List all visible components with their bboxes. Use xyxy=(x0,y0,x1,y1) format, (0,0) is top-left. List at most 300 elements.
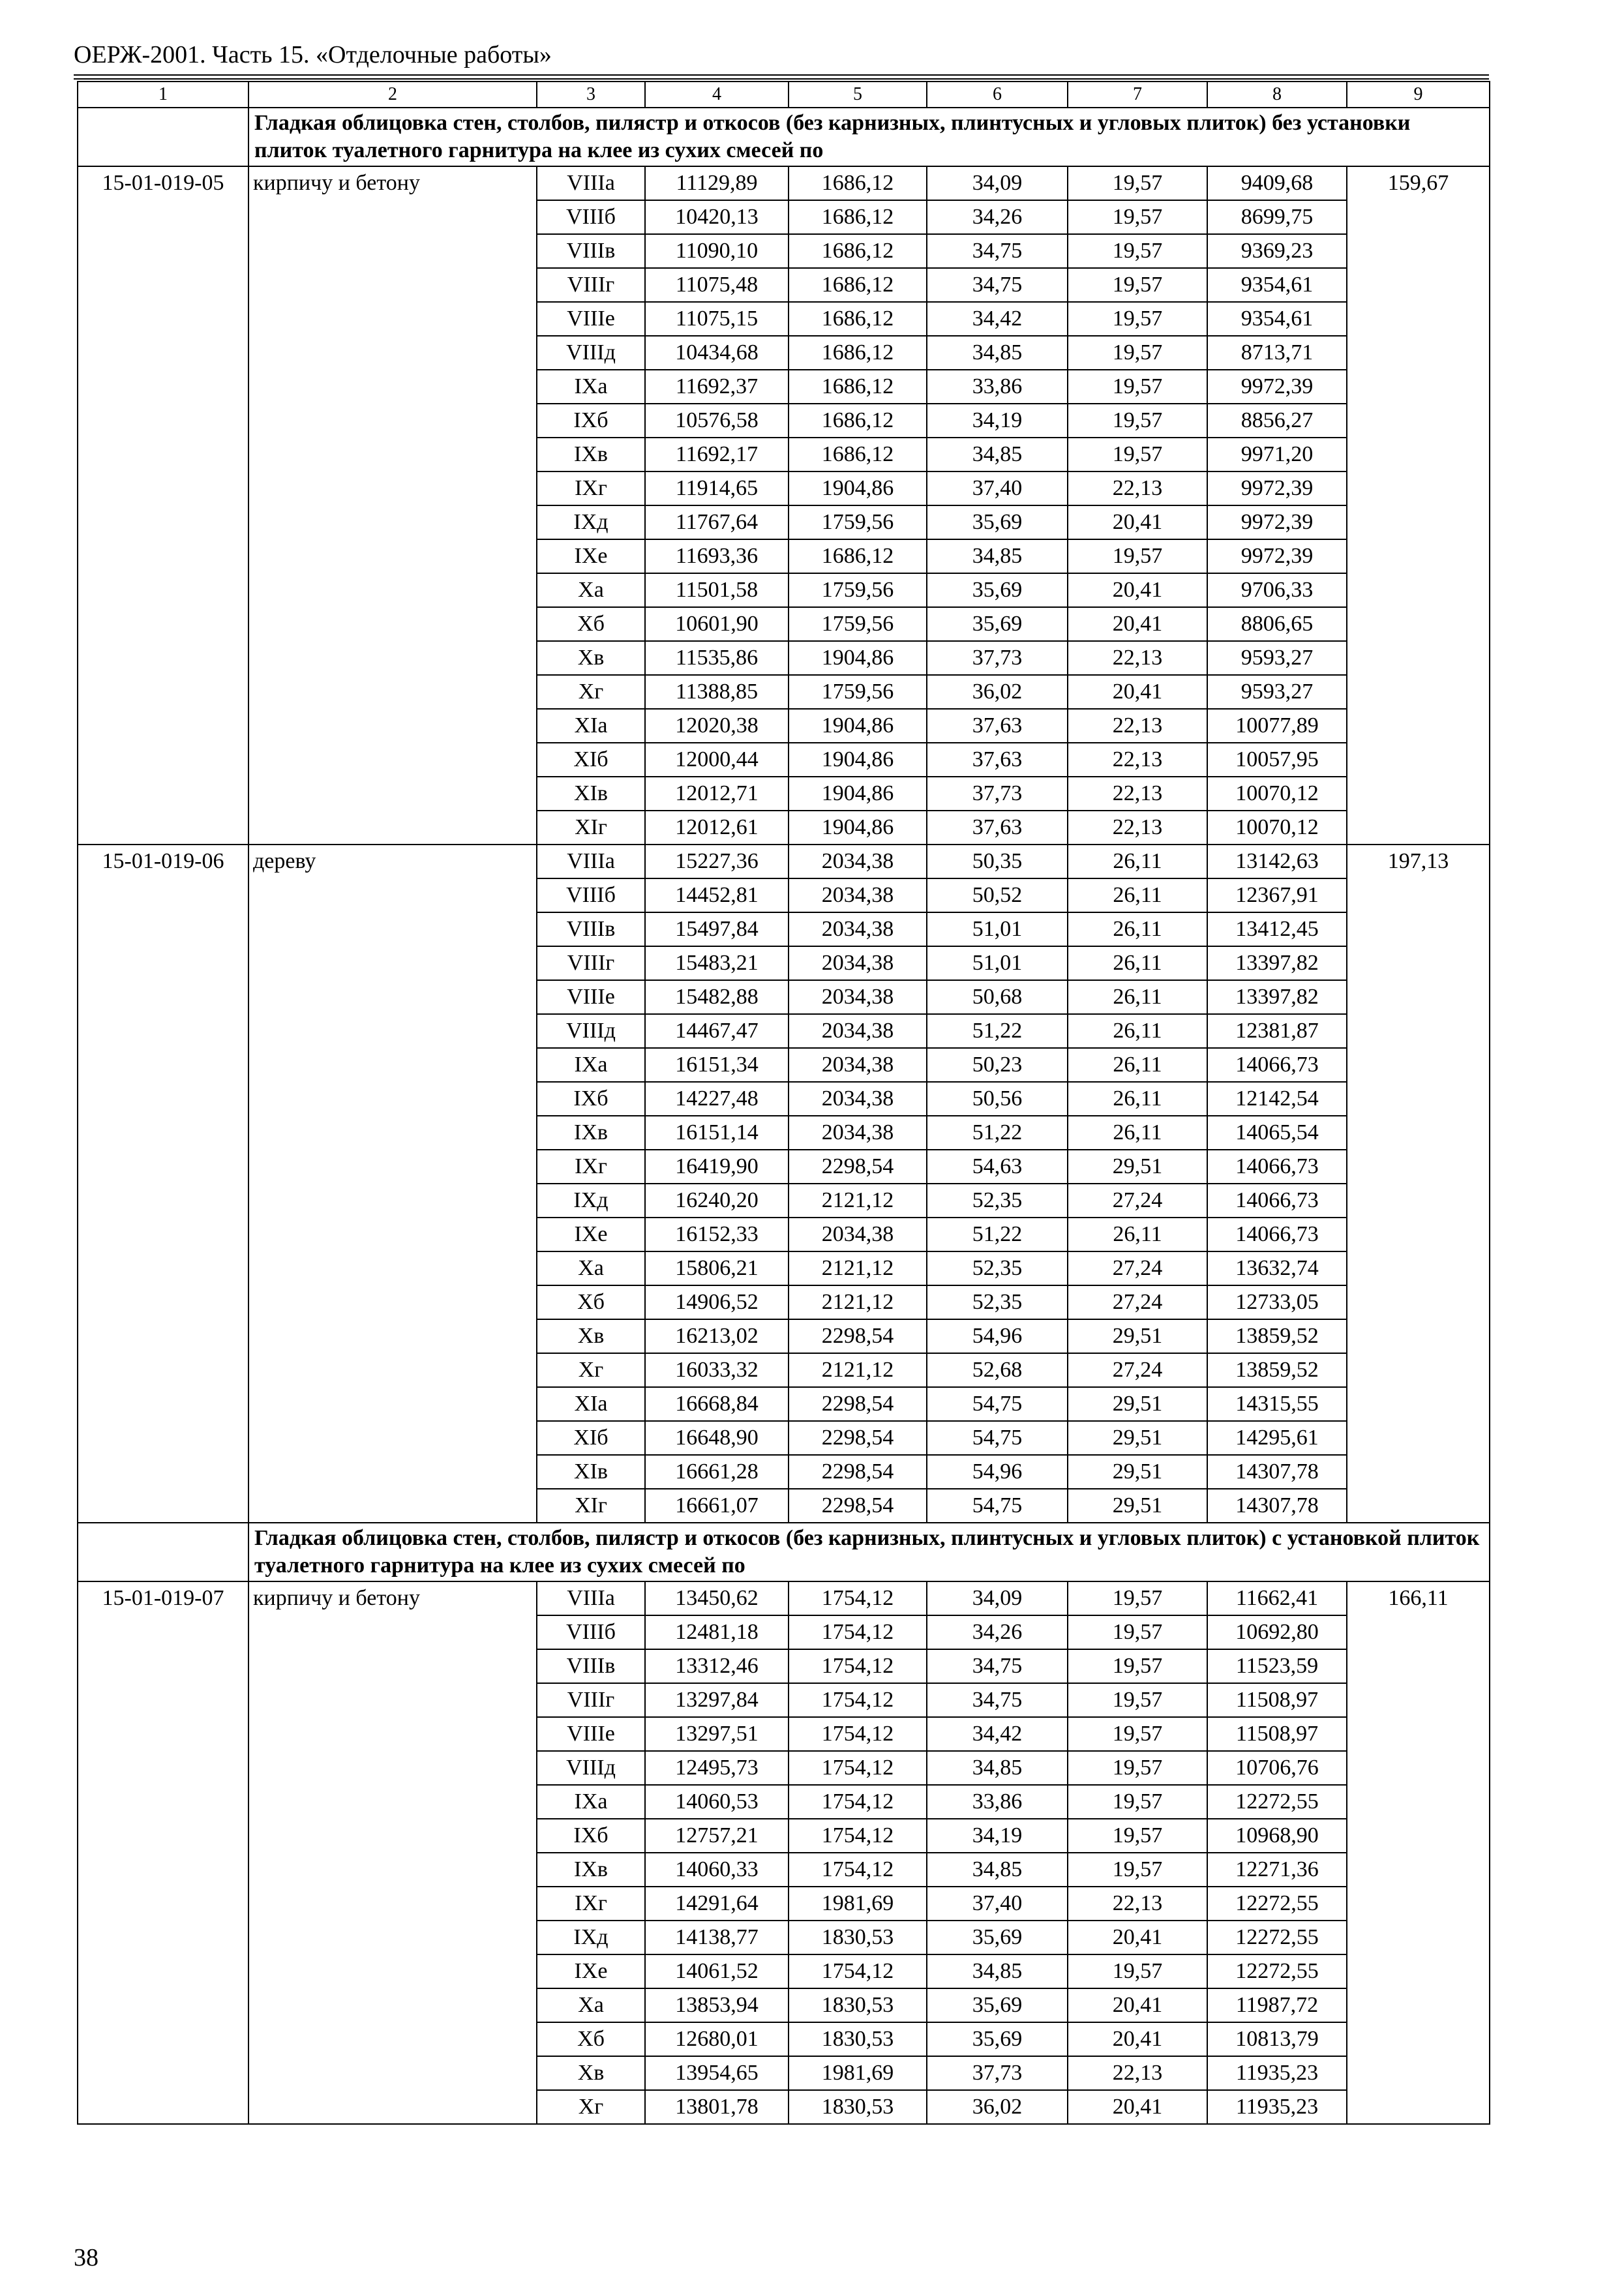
section-heading-spacer xyxy=(78,1523,248,1581)
machinist-wages-cell: 29,51 xyxy=(1068,1489,1207,1523)
wages-cell: 1754,12 xyxy=(789,1581,927,1615)
machines-cell: 52,35 xyxy=(927,1184,1068,1218)
machines-cell: 34,42 xyxy=(927,302,1068,336)
item-name: кирпичу и бетону xyxy=(248,166,537,845)
materials-cell: 8856,27 xyxy=(1207,404,1347,438)
total-cost-cell: 11693,36 xyxy=(645,539,789,573)
materials-cell: 11987,72 xyxy=(1207,1988,1347,2022)
section-heading: Гладкая облицовка стен, столбов, пилястр и откосов (без карнизных, плинтусных и угловых плиток) без установки плиток туалетного гарнитура на клее из сухих смесей по xyxy=(248,108,1490,166)
materials-cell: 14307,78 xyxy=(1207,1455,1347,1489)
materials-cell: 11508,97 xyxy=(1207,1717,1347,1751)
materials-cell: 9972,39 xyxy=(1207,370,1347,404)
total-cost-cell: 11075,15 xyxy=(645,302,789,336)
zone-cell: Xг xyxy=(537,1353,645,1387)
machines-cell: 50,23 xyxy=(927,1048,1068,1082)
total-cost-cell: 16240,20 xyxy=(645,1184,789,1218)
zone-cell: IXв xyxy=(537,438,645,471)
zone-cell: VIIIа xyxy=(537,1581,645,1615)
materials-cell: 12272,55 xyxy=(1207,1887,1347,1921)
zone-cell: VIIIе xyxy=(537,980,645,1014)
zone-cell: IXг xyxy=(537,1887,645,1921)
total-cost-cell: 11914,65 xyxy=(645,471,789,505)
machinist-wages-cell: 22,13 xyxy=(1068,471,1207,505)
table-row xyxy=(78,166,1490,200)
section-heading-row xyxy=(78,1523,1490,1581)
total-cost-cell: 11075,48 xyxy=(645,268,789,302)
wages-cell: 1686,12 xyxy=(789,370,927,404)
materials-cell: 11935,23 xyxy=(1207,2056,1347,2090)
machinist-wages-cell: 22,13 xyxy=(1068,641,1207,675)
zone-cell: IXа xyxy=(537,370,645,404)
machines-cell: 34,75 xyxy=(927,1683,1068,1717)
zone-cell: VIIIд xyxy=(537,1014,645,1048)
wages-cell: 1830,53 xyxy=(789,1988,927,2022)
machines-cell: 51,22 xyxy=(927,1014,1068,1048)
total-cost-cell: 14906,52 xyxy=(645,1285,789,1319)
zone-cell: VIIIд xyxy=(537,1751,645,1785)
materials-cell: 12272,55 xyxy=(1207,1954,1347,1988)
machinist-wages-cell: 29,51 xyxy=(1068,1421,1207,1455)
table-row xyxy=(78,1581,1490,1615)
table-row xyxy=(78,845,1490,878)
machinist-wages-cell: 19,57 xyxy=(1068,1853,1207,1887)
total-cost-cell: 13954,65 xyxy=(645,2056,789,2090)
total-cost-cell: 15482,88 xyxy=(645,980,789,1014)
machinist-wages-cell: 22,13 xyxy=(1068,777,1207,811)
wages-cell: 1830,53 xyxy=(789,2090,927,2124)
item-code: 15-01-019-06 xyxy=(78,845,248,1523)
materials-cell: 12271,36 xyxy=(1207,1853,1347,1887)
machines-cell: 51,01 xyxy=(927,946,1068,980)
materials-cell: 9354,61 xyxy=(1207,302,1347,336)
materials-cell: 14307,78 xyxy=(1207,1489,1347,1523)
materials-cell: 14315,55 xyxy=(1207,1387,1347,1421)
total-cost-cell: 16648,90 xyxy=(645,1421,789,1455)
zone-cell: VIIIв xyxy=(537,1649,645,1683)
total-cost-cell: 12495,73 xyxy=(645,1751,789,1785)
materials-cell: 10070,12 xyxy=(1207,811,1347,845)
wages-cell: 1754,12 xyxy=(789,1954,927,1988)
zone-cell: VIIIг xyxy=(537,946,645,980)
machines-cell: 36,02 xyxy=(927,675,1068,709)
total-cost-cell: 13297,51 xyxy=(645,1717,789,1751)
machinist-wages-cell: 22,13 xyxy=(1068,743,1207,777)
column-number: 1 xyxy=(78,82,248,108)
zone-cell: IXв xyxy=(537,1853,645,1887)
zone-cell: VIIIв xyxy=(537,234,645,268)
total-cost-cell: 11692,37 xyxy=(645,370,789,404)
machines-cell: 37,40 xyxy=(927,471,1068,505)
materials-cell: 13142,63 xyxy=(1207,845,1347,878)
wages-cell: 1686,12 xyxy=(789,166,927,200)
machines-cell: 35,69 xyxy=(927,573,1068,607)
materials-cell: 14066,73 xyxy=(1207,1150,1347,1184)
materials-cell: 13632,74 xyxy=(1207,1251,1347,1285)
machinist-wages-cell: 19,57 xyxy=(1068,1615,1207,1649)
machines-cell: 34,75 xyxy=(927,234,1068,268)
total-cost-cell: 12020,38 xyxy=(645,709,789,743)
machines-cell: 34,42 xyxy=(927,1717,1068,1751)
total-cost-cell: 16668,84 xyxy=(645,1387,789,1421)
total-cost-cell: 11692,17 xyxy=(645,438,789,471)
machinist-wages-cell: 26,11 xyxy=(1068,980,1207,1014)
item-code: 15-01-019-07 xyxy=(78,1581,248,2124)
total-cost-cell: 13312,46 xyxy=(645,1649,789,1683)
zone-cell: XIб xyxy=(537,1421,645,1455)
zone-cell: XIа xyxy=(537,709,645,743)
zone-cell: XIа xyxy=(537,1387,645,1421)
wages-cell: 2034,38 xyxy=(789,912,927,946)
wages-cell: 2034,38 xyxy=(789,1116,927,1150)
total-cost-cell: 10576,58 xyxy=(645,404,789,438)
machines-cell: 34,09 xyxy=(927,1581,1068,1615)
machinist-wages-cell: 26,11 xyxy=(1068,878,1207,912)
wages-cell: 2121,12 xyxy=(789,1285,927,1319)
column-number: 3 xyxy=(537,82,645,108)
item-name: кирпичу и бетону xyxy=(248,1581,537,2124)
machines-cell: 37,73 xyxy=(927,641,1068,675)
zone-cell: IXа xyxy=(537,1048,645,1082)
machines-cell: 54,63 xyxy=(927,1150,1068,1184)
total-cost-cell: 15806,21 xyxy=(645,1251,789,1285)
total-cost-cell: 11535,86 xyxy=(645,641,789,675)
wages-cell: 2034,38 xyxy=(789,1082,927,1116)
machines-cell: 33,86 xyxy=(927,1785,1068,1819)
materials-cell: 8699,75 xyxy=(1207,200,1347,234)
wages-cell: 1981,69 xyxy=(789,2056,927,2090)
total-cost-cell: 11501,58 xyxy=(645,573,789,607)
column-number: 7 xyxy=(1068,82,1207,108)
machinist-wages-cell: 27,24 xyxy=(1068,1353,1207,1387)
materials-cell: 9972,39 xyxy=(1207,471,1347,505)
total-cost-cell: 13853,94 xyxy=(645,1988,789,2022)
zone-cell: IXд xyxy=(537,1921,645,1954)
zone-cell: IXд xyxy=(537,1184,645,1218)
materials-cell: 13859,52 xyxy=(1207,1353,1347,1387)
total-cost-cell: 16151,14 xyxy=(645,1116,789,1150)
machinist-wages-cell: 19,57 xyxy=(1068,404,1207,438)
zone-cell: IXв xyxy=(537,1116,645,1150)
wages-cell: 1754,12 xyxy=(789,1751,927,1785)
total-cost-cell: 14227,48 xyxy=(645,1082,789,1116)
machinist-wages-cell: 22,13 xyxy=(1068,709,1207,743)
machinist-wages-cell: 26,11 xyxy=(1068,1116,1207,1150)
materials-cell: 11508,97 xyxy=(1207,1683,1347,1717)
materials-cell: 9972,39 xyxy=(1207,539,1347,573)
materials-cell: 8806,65 xyxy=(1207,607,1347,641)
section-heading: Гладкая облицовка стен, столбов, пилястр и откосов (без карнизных, плинтусных и угловых плиток) с установкой плиток туалетного гарнитура на клее из сухих смесей по xyxy=(248,1523,1490,1581)
materials-cell: 9706,33 xyxy=(1207,573,1347,607)
machinist-wages-cell: 20,41 xyxy=(1068,573,1207,607)
total-cost-cell: 10434,68 xyxy=(645,336,789,370)
machinist-wages-cell: 27,24 xyxy=(1068,1285,1207,1319)
machines-cell: 54,75 xyxy=(927,1387,1068,1421)
total-cost-cell: 13297,84 xyxy=(645,1683,789,1717)
machinist-wages-cell: 29,51 xyxy=(1068,1319,1207,1353)
machinist-wages-cell: 19,57 xyxy=(1068,370,1207,404)
total-cost-cell: 11129,89 xyxy=(645,166,789,200)
zone-cell: Xг xyxy=(537,675,645,709)
total-cost-cell: 14291,64 xyxy=(645,1887,789,1921)
wages-cell: 1754,12 xyxy=(789,1615,927,1649)
page-number: 38 xyxy=(74,2244,98,2271)
materials-cell: 14065,54 xyxy=(1207,1116,1347,1150)
total-cost-cell: 10420,13 xyxy=(645,200,789,234)
machinist-wages-cell: 29,51 xyxy=(1068,1455,1207,1489)
zone-cell: VIIIг xyxy=(537,268,645,302)
machines-cell: 51,22 xyxy=(927,1218,1068,1251)
wages-cell: 1904,86 xyxy=(789,743,927,777)
machinist-wages-cell: 26,11 xyxy=(1068,912,1207,946)
zone-cell: VIIIб xyxy=(537,1615,645,1649)
machinist-wages-cell: 19,57 xyxy=(1068,438,1207,471)
machines-cell: 52,35 xyxy=(927,1251,1068,1285)
total-cost-cell: 16661,28 xyxy=(645,1455,789,1489)
zone-cell: Xб xyxy=(537,607,645,641)
wages-cell: 1754,12 xyxy=(789,1683,927,1717)
page-header-title: ОЕРЖ-2001. Часть 15. «Отделочные работы» xyxy=(74,41,552,68)
total-cost-cell: 12481,18 xyxy=(645,1615,789,1649)
wages-cell: 1759,56 xyxy=(789,505,927,539)
machines-cell: 35,69 xyxy=(927,607,1068,641)
materials-cell: 9593,27 xyxy=(1207,641,1347,675)
machines-cell: 54,75 xyxy=(927,1421,1068,1455)
column-number: 9 xyxy=(1347,82,1490,108)
zone-cell: IXг xyxy=(537,1150,645,1184)
wages-cell: 2034,38 xyxy=(789,1218,927,1251)
total-cost-cell: 13801,78 xyxy=(645,2090,789,2124)
materials-cell: 9409,68 xyxy=(1207,166,1347,200)
total-cost-cell: 14060,53 xyxy=(645,1785,789,1819)
zone-cell: IXе xyxy=(537,539,645,573)
materials-cell: 8713,71 xyxy=(1207,336,1347,370)
materials-cell: 11935,23 xyxy=(1207,2090,1347,2124)
zone-cell: Xб xyxy=(537,1285,645,1319)
machines-cell: 34,19 xyxy=(927,1819,1068,1853)
total-cost-cell: 16419,90 xyxy=(645,1150,789,1184)
wages-cell: 2298,54 xyxy=(789,1319,927,1353)
materials-cell: 10968,90 xyxy=(1207,1819,1347,1853)
machinist-wages-cell: 19,57 xyxy=(1068,336,1207,370)
machinist-wages-cell: 19,57 xyxy=(1068,1785,1207,1819)
wages-cell: 1904,86 xyxy=(789,709,927,743)
item-code: 15-01-019-05 xyxy=(78,166,248,845)
machines-cell: 35,69 xyxy=(927,1988,1068,2022)
total-cost-cell: 12012,61 xyxy=(645,811,789,845)
wages-cell: 1686,12 xyxy=(789,438,927,471)
materials-cell: 13397,82 xyxy=(1207,946,1347,980)
total-cost-cell: 16152,33 xyxy=(645,1218,789,1251)
zone-cell: XIг xyxy=(537,1489,645,1523)
machinist-wages-cell: 19,57 xyxy=(1068,1819,1207,1853)
zone-cell: Xв xyxy=(537,2056,645,2090)
total-cost-cell: 14060,33 xyxy=(645,1853,789,1887)
wages-cell: 1830,53 xyxy=(789,2022,927,2056)
materials-cell: 10057,95 xyxy=(1207,743,1347,777)
labor-cost-cell: 159,67 xyxy=(1347,166,1490,845)
machines-cell: 35,69 xyxy=(927,1921,1068,1954)
materials-cell: 14066,73 xyxy=(1207,1048,1347,1082)
column-number: 6 xyxy=(927,82,1068,108)
materials-cell: 11523,59 xyxy=(1207,1649,1347,1683)
machinist-wages-cell: 19,57 xyxy=(1068,234,1207,268)
wages-cell: 1759,56 xyxy=(789,573,927,607)
wages-cell: 1904,86 xyxy=(789,641,927,675)
machinist-wages-cell: 27,24 xyxy=(1068,1184,1207,1218)
total-cost-cell: 10601,90 xyxy=(645,607,789,641)
machines-cell: 34,19 xyxy=(927,404,1068,438)
machines-cell: 34,26 xyxy=(927,200,1068,234)
machinist-wages-cell: 26,11 xyxy=(1068,1218,1207,1251)
machines-cell: 34,85 xyxy=(927,539,1068,573)
materials-cell: 9354,61 xyxy=(1207,268,1347,302)
machines-cell: 34,85 xyxy=(927,1954,1068,1988)
total-cost-cell: 11388,85 xyxy=(645,675,789,709)
machines-cell: 54,96 xyxy=(927,1319,1068,1353)
materials-cell: 13397,82 xyxy=(1207,980,1347,1014)
machines-cell: 35,69 xyxy=(927,505,1068,539)
machinist-wages-cell: 22,13 xyxy=(1068,2056,1207,2090)
wages-cell: 1686,12 xyxy=(789,404,927,438)
machinist-wages-cell: 19,57 xyxy=(1068,302,1207,336)
machinist-wages-cell: 22,13 xyxy=(1068,1887,1207,1921)
total-cost-cell: 11090,10 xyxy=(645,234,789,268)
wages-cell: 2298,54 xyxy=(789,1421,927,1455)
wages-cell: 1754,12 xyxy=(789,1785,927,1819)
wages-cell: 2298,54 xyxy=(789,1387,927,1421)
zone-cell: IXб xyxy=(537,404,645,438)
price-table xyxy=(77,81,1490,2125)
wages-cell: 2034,38 xyxy=(789,845,927,878)
machines-cell: 34,85 xyxy=(927,336,1068,370)
machinist-wages-cell: 27,24 xyxy=(1068,1251,1207,1285)
zone-cell: Xв xyxy=(537,1319,645,1353)
materials-cell: 12272,55 xyxy=(1207,1785,1347,1819)
materials-cell: 9972,39 xyxy=(1207,505,1347,539)
machinist-wages-cell: 20,41 xyxy=(1068,1988,1207,2022)
wages-cell: 2034,38 xyxy=(789,1014,927,1048)
section-heading-spacer xyxy=(78,108,248,166)
machines-cell: 37,63 xyxy=(927,709,1068,743)
machinist-wages-cell: 26,11 xyxy=(1068,1014,1207,1048)
wages-cell: 2298,54 xyxy=(789,1489,927,1523)
machines-cell: 33,86 xyxy=(927,370,1068,404)
machines-cell: 34,85 xyxy=(927,1853,1068,1887)
total-cost-cell: 16213,02 xyxy=(645,1319,789,1353)
wages-cell: 2121,12 xyxy=(789,1251,927,1285)
machines-cell: 54,96 xyxy=(927,1455,1068,1489)
wages-cell: 1686,12 xyxy=(789,268,927,302)
column-number: 4 xyxy=(645,82,789,108)
machinist-wages-cell: 29,51 xyxy=(1068,1150,1207,1184)
total-cost-cell: 16033,32 xyxy=(645,1353,789,1387)
materials-cell: 10070,12 xyxy=(1207,777,1347,811)
zone-cell: XIв xyxy=(537,777,645,811)
materials-cell: 14066,73 xyxy=(1207,1218,1347,1251)
materials-cell: 9369,23 xyxy=(1207,234,1347,268)
total-cost-cell: 11767,64 xyxy=(645,505,789,539)
zone-cell: IXа xyxy=(537,1785,645,1819)
wages-cell: 1904,86 xyxy=(789,811,927,845)
zone-cell: Xб xyxy=(537,2022,645,2056)
materials-cell: 12381,87 xyxy=(1207,1014,1347,1048)
materials-cell: 9971,20 xyxy=(1207,438,1347,471)
wages-cell: 2034,38 xyxy=(789,980,927,1014)
machinist-wages-cell: 26,11 xyxy=(1068,1082,1207,1116)
machines-cell: 50,35 xyxy=(927,845,1068,878)
wages-cell: 2121,12 xyxy=(789,1353,927,1387)
materials-cell: 14295,61 xyxy=(1207,1421,1347,1455)
machinist-wages-cell: 29,51 xyxy=(1068,1387,1207,1421)
wages-cell: 2034,38 xyxy=(789,946,927,980)
zone-cell: XIв xyxy=(537,1455,645,1489)
materials-cell: 10813,79 xyxy=(1207,2022,1347,2056)
materials-cell: 10706,76 xyxy=(1207,1751,1347,1785)
wages-cell: 1754,12 xyxy=(789,1649,927,1683)
total-cost-cell: 15497,84 xyxy=(645,912,789,946)
machinist-wages-cell: 20,41 xyxy=(1068,505,1207,539)
machinist-wages-cell: 19,57 xyxy=(1068,1581,1207,1615)
machines-cell: 37,63 xyxy=(927,811,1068,845)
zone-cell: VIIIе xyxy=(537,302,645,336)
machines-cell: 52,68 xyxy=(927,1353,1068,1387)
machines-cell: 36,02 xyxy=(927,2090,1068,2124)
column-number: 8 xyxy=(1207,82,1347,108)
zone-cell: IXе xyxy=(537,1954,645,1988)
materials-cell: 12142,54 xyxy=(1207,1082,1347,1116)
machines-cell: 37,40 xyxy=(927,1887,1068,1921)
total-cost-cell: 16151,34 xyxy=(645,1048,789,1082)
zone-cell: VIIIв xyxy=(537,912,645,946)
wages-cell: 1754,12 xyxy=(789,1717,927,1751)
wages-cell: 1686,12 xyxy=(789,539,927,573)
machinist-wages-cell: 19,57 xyxy=(1068,200,1207,234)
machinist-wages-cell: 19,57 xyxy=(1068,1717,1207,1751)
materials-cell: 14066,73 xyxy=(1207,1184,1347,1218)
machines-cell: 54,75 xyxy=(927,1489,1068,1523)
zone-cell: VIIIа xyxy=(537,166,645,200)
column-number-row xyxy=(78,82,1490,108)
machinist-wages-cell: 20,41 xyxy=(1068,675,1207,709)
wages-cell: 1904,86 xyxy=(789,777,927,811)
machines-cell: 34,09 xyxy=(927,166,1068,200)
wages-cell: 2121,12 xyxy=(789,1184,927,1218)
machines-cell: 51,22 xyxy=(927,1116,1068,1150)
machines-cell: 35,69 xyxy=(927,2022,1068,2056)
total-cost-cell: 15483,21 xyxy=(645,946,789,980)
machines-cell: 50,56 xyxy=(927,1082,1068,1116)
machinist-wages-cell: 20,41 xyxy=(1068,607,1207,641)
materials-cell: 10077,89 xyxy=(1207,709,1347,743)
machines-cell: 50,68 xyxy=(927,980,1068,1014)
zone-cell: Xа xyxy=(537,573,645,607)
total-cost-cell: 14452,81 xyxy=(645,878,789,912)
machines-cell: 37,63 xyxy=(927,743,1068,777)
machinist-wages-cell: 20,41 xyxy=(1068,2090,1207,2124)
wages-cell: 1686,12 xyxy=(789,336,927,370)
wages-cell: 1754,12 xyxy=(789,1819,927,1853)
total-cost-cell: 13450,62 xyxy=(645,1581,789,1615)
machinist-wages-cell: 26,11 xyxy=(1068,1048,1207,1082)
total-cost-cell: 12012,71 xyxy=(645,777,789,811)
wages-cell: 2298,54 xyxy=(789,1455,927,1489)
wages-cell: 1830,53 xyxy=(789,1921,927,1954)
machines-cell: 34,26 xyxy=(927,1615,1068,1649)
wages-cell: 1904,86 xyxy=(789,471,927,505)
total-cost-cell: 16661,07 xyxy=(645,1489,789,1523)
zone-cell: IXе xyxy=(537,1218,645,1251)
materials-cell: 11662,41 xyxy=(1207,1581,1347,1615)
